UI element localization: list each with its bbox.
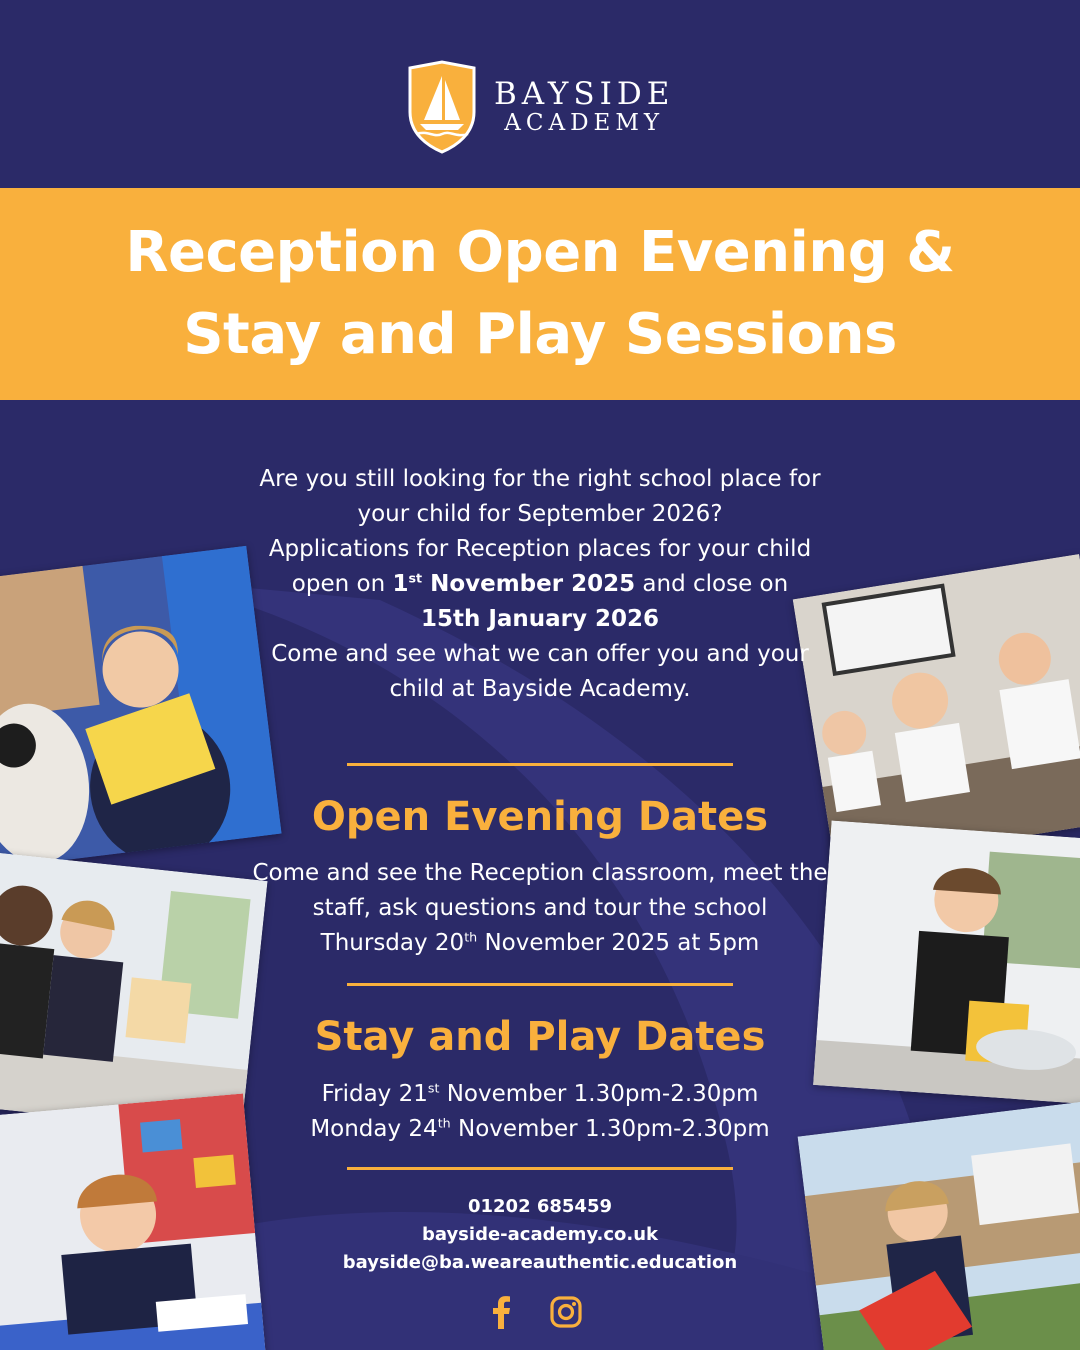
phone-number[interactable]: 01202 685459 [467,1196,613,1217]
intro-text [200,462,880,707]
close-date: 15th January 2026 [420,606,660,632]
divider-3 [347,1167,733,1170]
divider-1 [347,763,733,766]
banner-title-line2: Stay and Play Sessions [183,302,897,367]
stay-play-date-1: Friday 21st November 1.30pm-2.30pm [321,1080,759,1107]
divider-2 [347,983,733,986]
open-evening-text: Come and see the Reception classroom, meet the staff, ask questions and tour the school Thursday 20th November 2025 at 5pm [200,856,880,961]
logo-line1: BAYSIDE [494,76,675,113]
instagram-icon[interactable] [549,1295,583,1329]
intro-line7: child at Bayside Academy. [389,676,691,702]
stay-play-title: Stay and Play Dates [314,1014,766,1060]
school-logo [404,60,674,154]
website-link[interactable]: bayside-academy.co.uk [421,1224,659,1245]
banner-title-line1: Reception Open Evening & [125,220,955,285]
email-link[interactable]: bayside@ba.weareauthentic.education [342,1252,738,1273]
intro-line3: Applications for Reception places for your child [268,536,812,562]
facebook-icon[interactable] [485,1295,519,1329]
logo-line2: ACADEMY [504,110,665,137]
intro-line6: Come and see what we can offer you and your [271,641,809,667]
open-evening-date: Thursday 20th November 2025 at 5pm [320,929,760,956]
intro-line2: your child for September 2026? [357,501,723,527]
stay-play-text [200,1077,880,1147]
open-evening-title: Open Evening Dates [311,794,769,840]
intro-line1: Are you still looking for the right school place for [259,466,821,492]
stay-play-date-2: Monday 24th November 1.30pm-2.30pm [310,1115,770,1142]
social-icons [485,1295,583,1329]
title-banner [0,188,1080,400]
contact-info [200,1193,880,1277]
shield-sail-icon [404,60,480,154]
intro-line4: open on 1st November 2025 and close on [291,570,789,597]
